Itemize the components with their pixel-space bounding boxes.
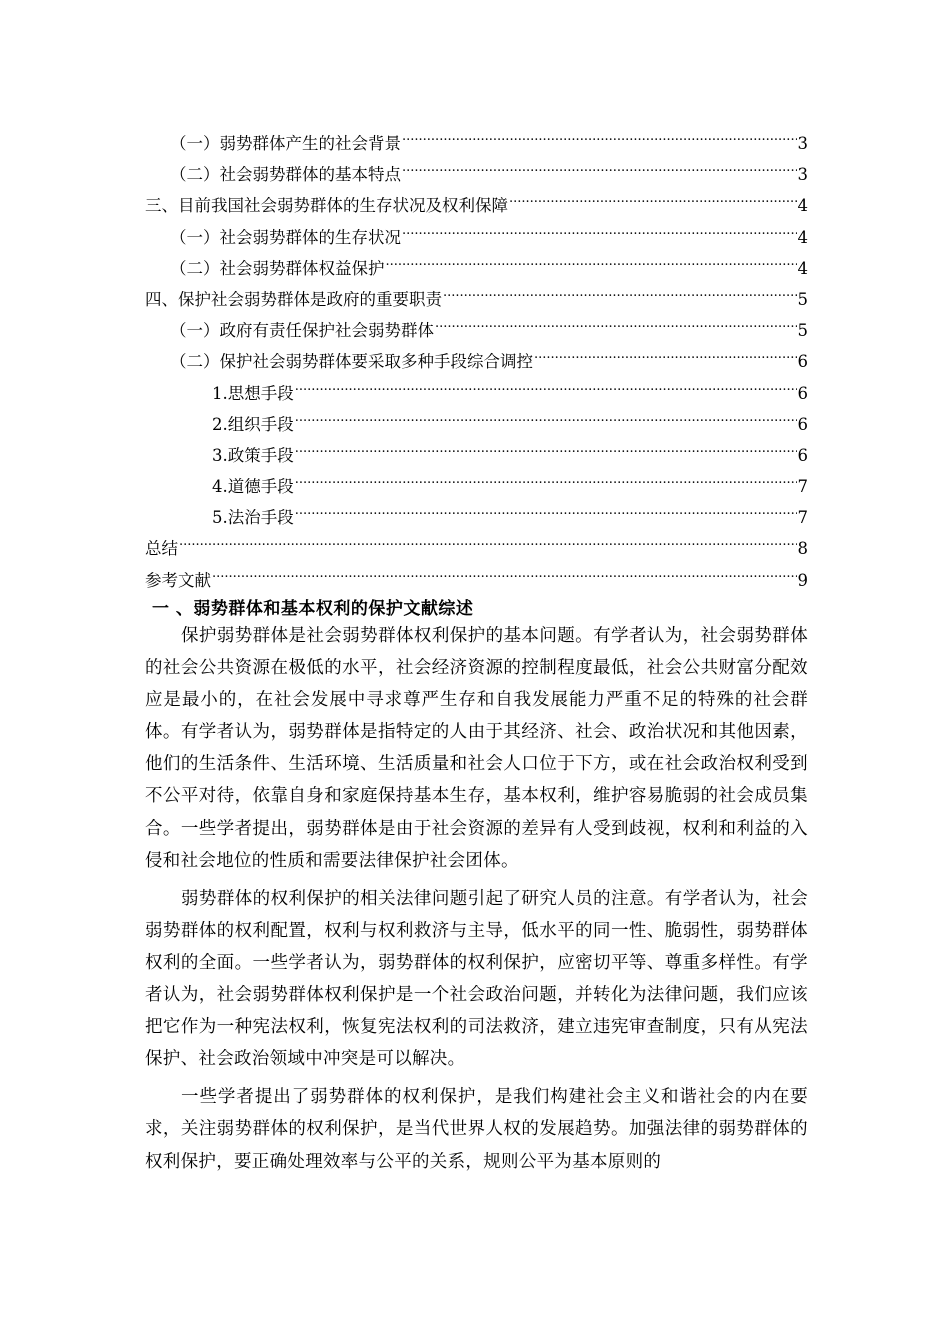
toc-entry-label: （一）弱势群体产生的社会背景 [170, 134, 401, 153]
toc-entry-label: （二）社会弱势群体权益保护 [170, 258, 385, 278]
section-heading: 一 、弱势群体和基本权利的保护文献综述 [152, 599, 474, 619]
toc-dot-leader [402, 212, 797, 243]
toc-dot-leader [386, 243, 797, 274]
toc-dot-leader [295, 368, 797, 399]
toc-entry-label: 4.道德手段 [212, 477, 294, 497]
toc-entry-page-number: 4 [797, 227, 808, 247]
toc-dot-leader [443, 274, 797, 305]
toc-entry-page-number: 8 [797, 539, 808, 559]
toc-dot-leader [179, 523, 797, 554]
toc-dot-leader [435, 305, 797, 336]
toc-entry-label: 三、目前我国社会弱势群体的生存状况及权利保障 [145, 196, 508, 216]
toc-entry[interactable] [145, 523, 808, 559]
toc-entry-page-number: 5 [797, 289, 808, 309]
section-body [145, 620, 808, 1184]
toc-dot-leader [295, 492, 797, 523]
body-paragraph: 一些学者提出了弱势群体的权利保护，是我们构建社会主义和谐社会的内在要求，关注弱势群体的权利保护，是当代世界人权的发展趋势。加强法律的弱势群体的权利保护，要正确处理效率与公平的关系，规则公平为基本原则的 [145, 1087, 808, 1172]
toc-entry-label: （二）保护社会弱势群体要采取多种手段综合调控 [170, 352, 533, 372]
toc-entry-page-number: 6 [797, 445, 808, 465]
toc-entry-label: 3.政策手段 [212, 445, 294, 465]
body-paragraph: 保护弱势群体是社会弱势群体权利保护的基本问题。有学者认为，社会弱势群体的社会公共资源在极低的水平，社会经济资源的控制程度最低，社会公共财富分配效应是最小的，在社会发展中寻求尊严生存和自我发展能力严重不足的特殊的社会群体。有学者认为，弱势群体是指特定的人由于其经济、社会、政治状况和其他因素，他们的生活条件、生活环境、生活质量和社会人口位于下方，或在社会政治权利受到不公平对待，依靠自身和家庭保持基本生存，基本权利，维护容易脆弱的社会成员集合。一些学者提出，弱势群体是由于社会资源的差异有人受到歧视，权利和利益的入侵和社会地位的性质和需要法律保护社会团体。 [145, 626, 808, 871]
toc-entry-page-number: 7 [797, 477, 808, 497]
toc-entry[interactable] [145, 555, 808, 590]
toc-dot-leader [295, 461, 797, 492]
toc-entry-page-number: 5 [797, 321, 808, 341]
toc-entry[interactable] [145, 118, 808, 153]
toc-dot-leader [402, 118, 797, 149]
toc-entry-label: （二）社会弱势群体的基本特点 [170, 165, 401, 185]
toc-dot-leader [402, 149, 797, 180]
toc-entry-label: 参考文献 [145, 570, 211, 590]
toc-entry-page-number: 4 [797, 196, 808, 216]
toc-entry-page-number: 3 [797, 134, 808, 153]
toc-dot-leader [534, 336, 797, 367]
toc-entry-page-number: 7 [797, 508, 808, 528]
toc-entry-label: 四、保护社会弱势群体是政府的重要职责 [145, 289, 442, 309]
body-paragraph: 弱势群体的权利保护的相关法律问题引起了研究人员的注意。有学者认为，社会弱势群体的权利配置，权利与权利救济与主导，低水平的同一性、脆弱性，弱势群体权利的全面。一些学者认为，弱势群体的权利保护，应密切平等、尊重多样性。有学者认为，社会弱势群体权利保护是一个社会政治问题，并转化为法律问题，我们应该把它作为一种宪法权利，恢复宪法权利的司法救济，建立违宪审查制度，只有从宪法保护、社会政治领域中冲突是可以解决。 [145, 888, 808, 1070]
toc-entry-page-number: 4 [797, 258, 808, 278]
toc-entry-label: 总结 [145, 539, 178, 559]
toc-entry-label: 1.思想手段 [212, 383, 294, 403]
toc-entry-page-number: 9 [797, 570, 808, 590]
toc-dot-leader [212, 555, 797, 586]
toc-dot-leader [295, 430, 797, 461]
table-of-contents [145, 118, 808, 590]
toc-entry-label: （一）政府有责任保护社会弱势群体 [170, 321, 434, 341]
toc-entry-page-number: 3 [797, 165, 808, 185]
toc-entry-page-number: 6 [797, 383, 808, 403]
toc-dot-leader [295, 399, 797, 430]
toc-entry-label: 5.法治手段 [212, 508, 294, 528]
toc-entry-page-number: 6 [797, 414, 808, 434]
toc-entry-page-number: 6 [797, 352, 808, 372]
toc-entry-label: 2.组织手段 [212, 414, 294, 434]
toc-dot-leader [509, 180, 797, 211]
toc-entry-label: （一）社会弱势群体的生存状况 [170, 227, 401, 247]
